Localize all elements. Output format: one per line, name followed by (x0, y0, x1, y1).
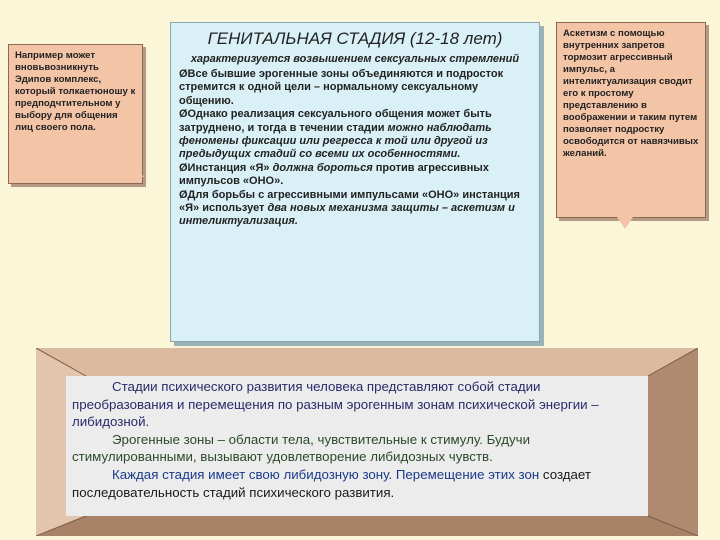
bullet-4-a: ØДля борьбы с агрессивными импульсами «ОНО» инстанция «Я» использует (179, 188, 520, 215)
page-title: ГЕНИТАЛЬНАЯ СТАДИЯ (12-18 лет) (207, 29, 503, 48)
bullet-4 (179, 189, 531, 229)
bottom-text-panel (66, 376, 648, 516)
bullet-3-c: против агрессивных импульсов «ОНО». (179, 161, 489, 188)
bullet-2-a: ØОднако реализация сексуального общения может быть затруднено, и тогда в течении стадии (179, 108, 492, 134)
left-callout (8, 44, 143, 184)
subtitle: характеризуется возвышением сексуальных стремлений (190, 53, 520, 65)
callout-tail (617, 217, 633, 229)
bottom-paragraph-3-b: создает последовательность стадий психического развития. (72, 466, 591, 500)
left-callout-text: Например может вновьвозникнуть Эдипов комплекс, который толкаетюношу к предподчтительном у выбору для общения лиц своего пола. (15, 50, 136, 133)
right-callout-text: Аскетизм с помощью внутренних запретов тормозит агрессивный импульс, а интеликтуализация сводит его к простому представлению в воображении и таким путем позволяет подростку освободится от навязчивых желаний. (563, 28, 699, 159)
center-box (170, 22, 540, 342)
bullet-3 (179, 162, 531, 189)
bottom-paragraph-3-a: Каждая стадия имеет свою либидозную зону. Перемещение этих зон (112, 466, 540, 482)
right-callout (556, 22, 706, 218)
bullet-3-b: должна бороться (272, 161, 373, 174)
bullet-3-a: ØИнстанция «Я» (179, 161, 273, 174)
callout-tail (134, 167, 144, 177)
bullet-2 (179, 108, 531, 162)
bottom-paragraph-2: Эрогенные зоны – области тела, чувствительные к стимулу. Будучи стимулированными, вызывают удовлетворение либидозных чувств. (72, 431, 531, 465)
bottom-paragraph-3 (72, 466, 642, 501)
bullet-4-b: два новых механизма защиты – аскетизм и интеликтуализация. (179, 202, 515, 228)
bullet-2-b: можно наблюдать феномены фиксации или регресса к той или другой из предыдущих стадий со всеми их особенностями. (179, 121, 492, 161)
center-body (179, 68, 531, 229)
bottom-paragraph-1: Стадии психического развития человека представляют собой стадии преобразования и перемещения по разным эрогенным зонам психической энергии – либидозной. (72, 379, 599, 430)
bullet-1: ØВсе бывшие эрогенные зоны объединяются и подросток стремится к одной цели – нормальному сексуальному общению. (179, 68, 504, 107)
